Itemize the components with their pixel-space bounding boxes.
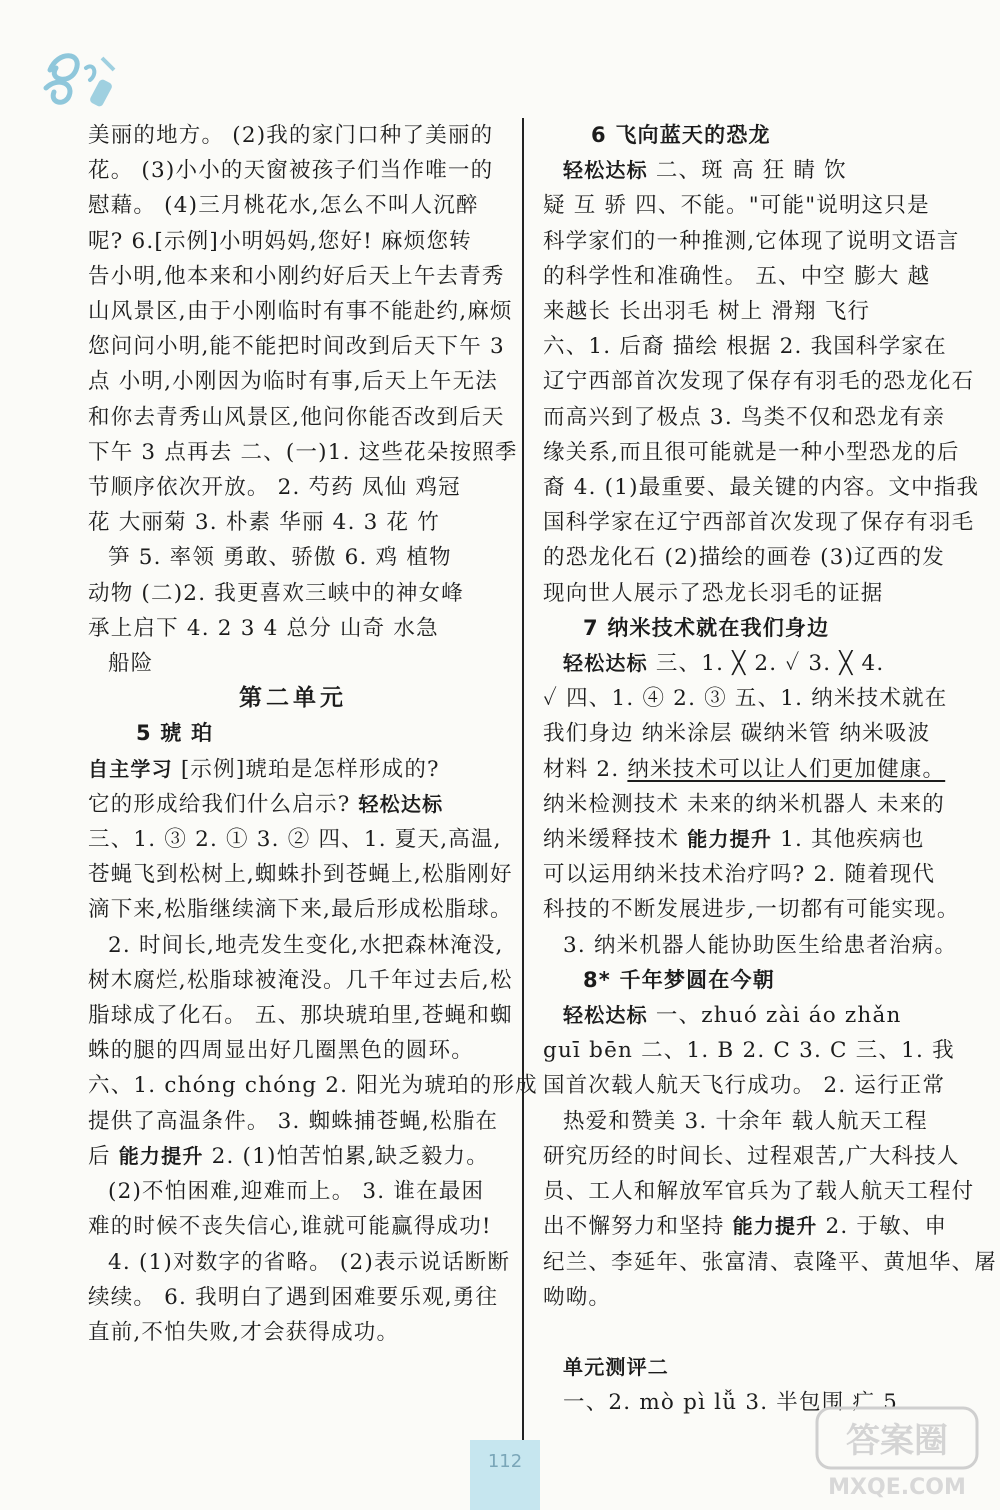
text-line — [543, 998, 953, 1033]
text-line — [88, 787, 498, 822]
text-line: 科学家们的一种推测,它体现了说明文语言 — [543, 228, 960, 254]
line-text: 材料 2. — [543, 756, 628, 782]
text-line: 您问问小明,能不能把时间改到后天下午 3 — [88, 334, 505, 360]
text-line: 缘关系,而且很可能就是一种小型恐龙的后 — [543, 439, 960, 465]
lesson-title: 6 飞向蓝天的恐龙 — [591, 123, 771, 147]
lesson-title: 5 琥 珀 — [136, 721, 214, 746]
text-line: 提供了高温条件。 3. 蜘蛛捕苍蝇,松脂在 — [88, 1108, 499, 1134]
line-text: 三、1. ╳ 2. ✓ 3. ╳ 4. — [647, 651, 885, 677]
text-line: 和你去青秀山风景区,他问你能否改到后天 — [88, 404, 505, 430]
text-line: 美丽的地方。 (2)我的家门口种了美丽的 — [88, 123, 494, 148]
line-text: 它的形成给我们什么启示? — [88, 791, 359, 817]
text-line: 树木腐烂,松脂球被淹没。几千年过去后,松 — [88, 967, 513, 993]
text-line: 我们身边 纳米涂层 碳纳米管 纳米吸波 — [543, 721, 931, 747]
section-tag: 轻松达标 — [358, 791, 444, 816]
text-line: 动物 (二)2. 我更喜欢三峡中的神女峰 — [88, 580, 464, 606]
line-text: 出不懈努力和坚持 — [543, 1214, 733, 1240]
review-title: 单元测评二 — [563, 1355, 669, 1380]
section-tag: 能力提升 — [118, 1143, 204, 1168]
text-line: 热爱和赞美 3. 十余年 载人航天工程 — [563, 1108, 928, 1134]
text-line: 承上启下 4. 2 3 4 总分 山奇 水急 — [88, 615, 439, 641]
decorative-swirl-icon — [28, 40, 128, 120]
text-line: 国科学家在辽宁西部首次发现了保存有羽毛 — [543, 510, 975, 536]
text-line: 山风景区,由于小刚临时有事不能赴约,麻烦 — [88, 299, 513, 325]
column-divider — [522, 118, 524, 1463]
text-line: 纪兰、李延年、张富清、袁隆平、黄旭华、屠 — [543, 1249, 998, 1275]
text-line: 六、1. 后裔 描绘 根据 2. 我国科学家在 — [543, 334, 947, 360]
text-line — [543, 752, 953, 787]
text-line: 笋 5. 率领 勇敢、骄傲 6. 鸡 植物 — [108, 545, 452, 571]
text-line — [543, 153, 953, 188]
lesson-title: 7 纳米技术就在我们身边 — [583, 615, 830, 640]
text-line: 点 小明,小刚因为临时有事,后天上午无法 — [88, 369, 499, 395]
text-line: 花 大丽菊 3. 朴素 华丽 4. 3 花 竹 — [88, 510, 440, 536]
section-tag: 能力提升 — [732, 1214, 818, 1239]
text-line — [543, 822, 953, 857]
text-line: 可以运用纳米技术治疗吗? 2. 随着现代 — [543, 862, 936, 888]
section-tag: 能力提升 — [687, 827, 773, 852]
text-line: 呦呦。 — [543, 1284, 612, 1310]
line-text: 二、斑 高 狂 睛 饮 — [647, 158, 847, 184]
text-line — [88, 752, 498, 787]
text-line: 蛛的腿的四周显出好几圈黑色的圆环。 — [88, 1038, 474, 1064]
text-line: 4. (1)对数字的省略。 (2)表示说话断断 — [108, 1249, 511, 1275]
text-line: 疑 互 骄 四、不能。"可能"说明这只是 — [543, 193, 930, 219]
text-line: 现向世人展示了恐龙长羽毛的证据 — [543, 580, 884, 606]
text-line: 纳米检测技术 未来的纳米机器人 未来的 — [543, 791, 945, 817]
line-text: 后 — [88, 1143, 119, 1169]
text-line: 辽宁西部首次发现了保存有羽毛的恐龙化石 — [543, 369, 975, 395]
text-line: 直前,不怕失败,才会获得成功。 — [88, 1319, 400, 1345]
text-line: 的恐龙化石 (2)描绘的画卷 (3)辽西的发 — [543, 545, 945, 571]
text-line: 慰藉。 (4)三月桃花水,怎么不叫人沉醉 — [88, 193, 479, 219]
line-text: 纳米缓释技术 — [543, 827, 688, 853]
text-line: 国首次载人航天飞行成功。 2. 运行正常 — [543, 1073, 946, 1099]
line-text: 1. 其他疾病也 — [772, 827, 925, 853]
text-line: 的科学性和准确性。 五、中空 膨大 越 — [543, 263, 931, 289]
section-tag: 轻松达标 — [563, 1003, 648, 1028]
text-line: 告小明,他本来和小刚约好后天上午去青秀 — [88, 263, 505, 289]
text-line: 呢? 6.[示例]小明妈妈,您好! 麻烦您转 — [88, 228, 472, 254]
text-line: 下午 3 点再去 二、(一)1. 这些花朵按照季 — [88, 439, 518, 465]
text-line: 2. 时间长,地壳发生变化,水把森林淹没, — [108, 932, 504, 958]
underlined-answer: 纳米技术可以让人们更加健康。 — [627, 756, 946, 782]
text-line: ✓ 四、1. ④ 2. ③ 五、1. 纳米技术就在 — [543, 686, 948, 712]
section-tag: 自主学习 — [88, 756, 173, 781]
text-line: 3. 纳米机器人能协助医生给患者治病。 — [563, 932, 958, 958]
text-line — [543, 646, 953, 681]
lesson-title: 8* 千年梦圆在今朝 — [583, 967, 775, 992]
text-line: 而高兴到了极点 3. 鸟类不仅和恐龙有亲 — [543, 404, 946, 430]
watermark-logo — [811, 1402, 986, 1502]
spacer — [543, 1315, 953, 1350]
text-line: 花。 (3)小小的天窗被孩子们当作唯一的 — [88, 158, 494, 184]
text-line: 员、工人和解放军官兵为了载人航天工程付 — [543, 1179, 975, 1205]
text-line: guī bēn 二、1. B 2. C 3. C 三、1. 我 — [543, 1038, 955, 1064]
right-column — [543, 118, 998, 1421]
text-line: 脂球成了化石。 五、那块琥珀里,苍蝇和蜘 — [88, 1003, 513, 1029]
text-line: 三、1. ③ 2. ① 3. ② 四、1. 夏天,高温, — [88, 827, 502, 853]
text-line: 裔 4. (1)最重要、最关键的内容。文中指我 — [543, 475, 980, 501]
text-line: 难的时候不丧失信心,谁就可能赢得成功! — [88, 1214, 492, 1240]
line-text: 2. (1)怕苦怕累,缺乏毅力。 — [203, 1143, 489, 1169]
text-line: 船险 — [108, 651, 154, 677]
line-text: 一、zhuó zài áo zhǎn — [647, 1003, 902, 1029]
text-line: 苍蝇飞到松树上,蜘蛛扑到苍蝇上,松脂刚好 — [88, 862, 513, 888]
left-column — [88, 118, 538, 1350]
unit-title: 第二单元 — [239, 685, 347, 712]
text-line: 续续。 6. 我明白了遇到困难要乐观,勇往 — [88, 1284, 499, 1310]
text-line: 滴下来,松脂继续滴下来,最后形成松脂球。 — [88, 897, 513, 923]
text-line: (2)不怕困难,迎难而上。 3. 谁在最困 — [108, 1179, 485, 1205]
text-line — [88, 1139, 498, 1174]
text-line: 研究历经的时间长、过程艰苦,广大科技人 — [543, 1143, 960, 1169]
text-line: 科技的不断发展进步,一切都有可能实现。 — [543, 897, 960, 923]
section-tag: 轻松达标 — [563, 651, 648, 676]
text-line: 来越长 长出羽毛 树上 滑翔 飞行 — [543, 299, 871, 325]
page-number: 112 — [470, 1440, 540, 1510]
line-text: 2. 于敏、申 — [817, 1214, 948, 1240]
text-line — [543, 1209, 953, 1244]
watermark-top-text: 答案圈 — [846, 1421, 948, 1461]
text-line: 一、2. mò pì lǚ 3. 半包围 疒 5 — [563, 1390, 899, 1416]
line-text: [示例]琥珀是怎样形成的? — [172, 756, 440, 782]
text-line: 节顺序依次开放。 2. 芍药 凤仙 鸡冠 — [88, 475, 461, 501]
section-tag: 轻松达标 — [563, 158, 648, 183]
text-line: 六、1. chóng chóng 2. 阳光为琥珀的形成 — [88, 1073, 538, 1099]
watermark-bottom-text: MXQE.COM — [828, 1475, 966, 1500]
